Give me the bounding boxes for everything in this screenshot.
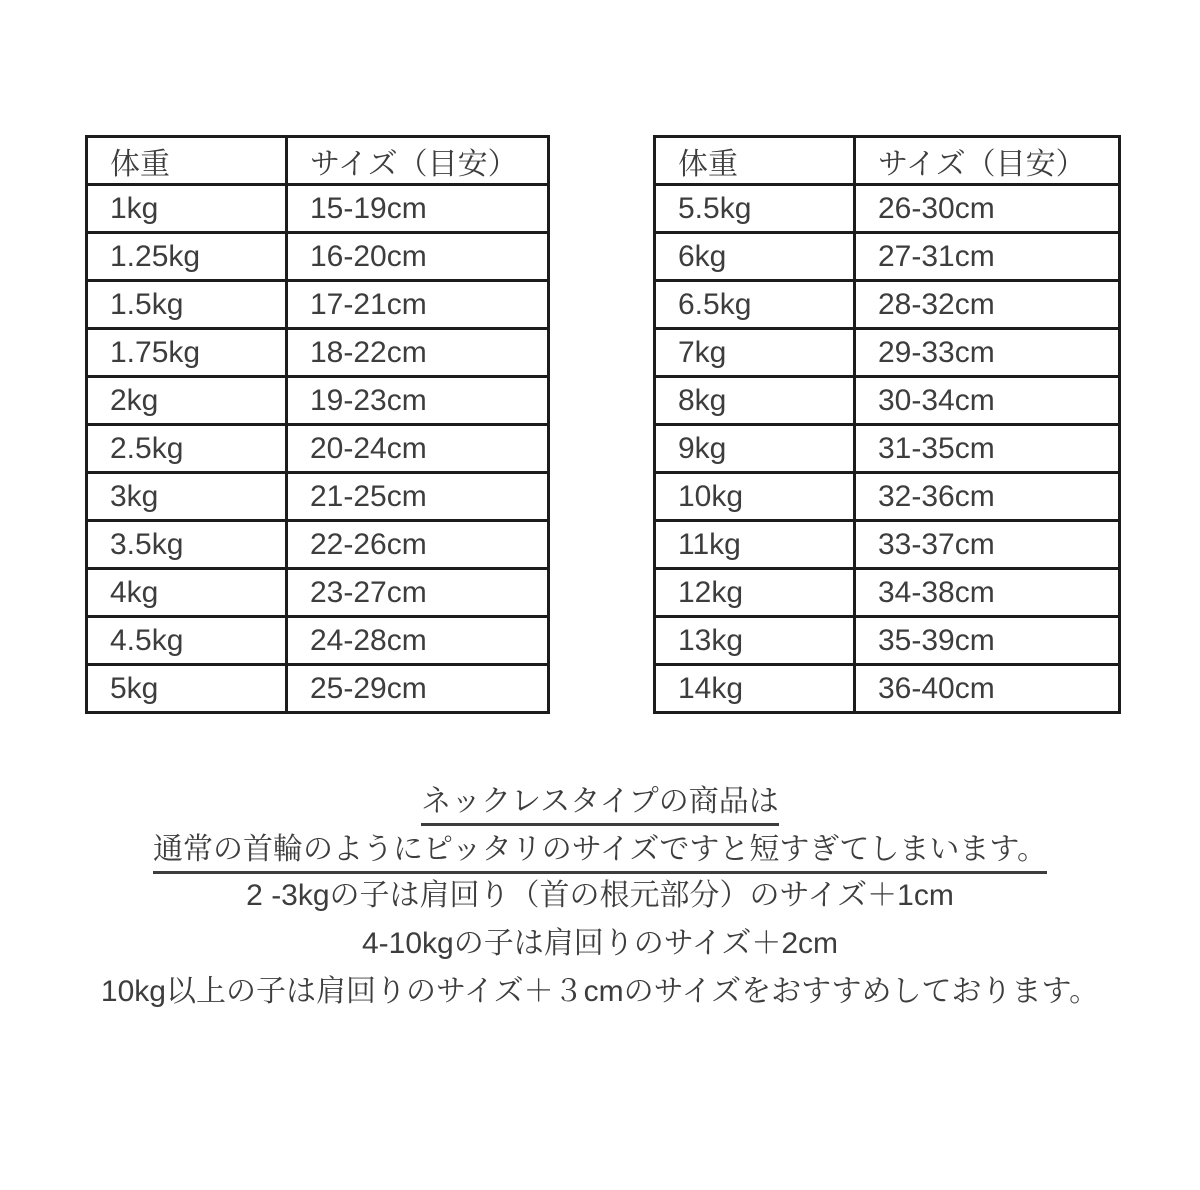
table-row	[87, 473, 549, 521]
size-cell: 15-19cm	[287, 185, 549, 233]
weight-cell: 3kg	[87, 473, 287, 521]
size-cell: 34-38cm	[855, 569, 1120, 617]
table-row	[87, 521, 549, 569]
note-line-4: 4-10kgの子は肩回りのサイズ＋2cm	[361, 927, 838, 960]
weight-column-header: 体重	[87, 137, 287, 185]
size-cell: 19-23cm	[287, 377, 549, 425]
table-row	[655, 377, 1120, 425]
table-row	[87, 617, 549, 665]
size-cell: 21-25cm	[287, 473, 549, 521]
weight-cell: 2kg	[87, 377, 287, 425]
weight-cell: 1.25kg	[87, 233, 287, 281]
size-cell: 23-27cm	[287, 569, 549, 617]
table-row	[87, 233, 549, 281]
size-cell: 20-24cm	[287, 425, 549, 473]
size-cell: 26-30cm	[855, 185, 1120, 233]
note-line-3: 2 -3kgの子は肩回り（首の根元部分）のサイズ＋1cm	[246, 879, 954, 912]
table-row	[87, 569, 549, 617]
size-cell: 33-37cm	[855, 521, 1120, 569]
weight-cell: 1kg	[87, 185, 287, 233]
size-cell: 30-34cm	[855, 377, 1120, 425]
weight-cell: 10kg	[655, 473, 855, 521]
size-cell: 16-20cm	[287, 233, 549, 281]
size-cell: 18-22cm	[287, 329, 549, 377]
weight-cell: 4.5kg	[87, 617, 287, 665]
size-cell: 17-21cm	[287, 281, 549, 329]
note-line-5: 10kg以上の子は肩回りのサイズ＋３cmのサイズをおすすめしております。	[100, 975, 1100, 1008]
table-row	[655, 569, 1120, 617]
weight-cell: 4kg	[87, 569, 287, 617]
size-cell: 29-33cm	[855, 329, 1120, 377]
table-row	[87, 185, 549, 233]
note-line-1	[0, 776, 1200, 824]
table-row	[655, 329, 1120, 377]
size-cell: 31-35cm	[855, 425, 1120, 473]
table-row	[87, 329, 549, 377]
note-line-2	[0, 824, 1200, 872]
weight-cell: 3.5kg	[87, 521, 287, 569]
weight-cell: 11kg	[655, 521, 855, 569]
size-column-header: サイズ（目安）	[287, 137, 549, 185]
table-header-row	[655, 137, 1120, 185]
size-cell: 36-40cm	[855, 665, 1120, 713]
weight-cell: 1.5kg	[87, 281, 287, 329]
sizing-notes	[0, 776, 1200, 1016]
size-cell: 32-36cm	[855, 473, 1120, 521]
weight-cell: 5.5kg	[655, 185, 855, 233]
table-row	[655, 425, 1120, 473]
note-line-2-text: 通常の首輪のようにピッタリのサイズですと短すぎてしまいます。	[153, 824, 1047, 874]
weight-cell: 1.75kg	[87, 329, 287, 377]
size-cell: 25-29cm	[287, 665, 549, 713]
size-cell: 27-31cm	[855, 233, 1120, 281]
table-row	[655, 281, 1120, 329]
weight-cell: 6kg	[655, 233, 855, 281]
weight-cell: 7kg	[655, 329, 855, 377]
weight-cell: 6.5kg	[655, 281, 855, 329]
size-column-header: サイズ（目安）	[855, 137, 1120, 185]
table-row	[87, 377, 549, 425]
table-row	[655, 521, 1120, 569]
table-row	[87, 425, 549, 473]
weight-cell: 5kg	[87, 665, 287, 713]
weight-column-header: 体重	[655, 137, 855, 185]
size-table-large-weights	[653, 135, 1121, 714]
size-cell: 35-39cm	[855, 617, 1120, 665]
size-cell: 22-26cm	[287, 521, 549, 569]
weight-cell: 2.5kg	[87, 425, 287, 473]
table-row	[655, 617, 1120, 665]
weight-cell: 14kg	[655, 665, 855, 713]
table-row	[87, 281, 549, 329]
size-cell: 28-32cm	[855, 281, 1120, 329]
table-row	[655, 185, 1120, 233]
table-row	[655, 665, 1120, 713]
weight-cell: 12kg	[655, 569, 855, 617]
table-row	[655, 233, 1120, 281]
size-cell: 24-28cm	[287, 617, 549, 665]
weight-cell: 13kg	[655, 617, 855, 665]
size-table-small-weights	[85, 135, 550, 714]
note-line-1-text: ネックレスタイプの商品は	[421, 776, 779, 826]
table-header-row	[87, 137, 549, 185]
table-row	[655, 473, 1120, 521]
table-row	[87, 665, 549, 713]
weight-cell: 8kg	[655, 377, 855, 425]
weight-cell: 9kg	[655, 425, 855, 473]
